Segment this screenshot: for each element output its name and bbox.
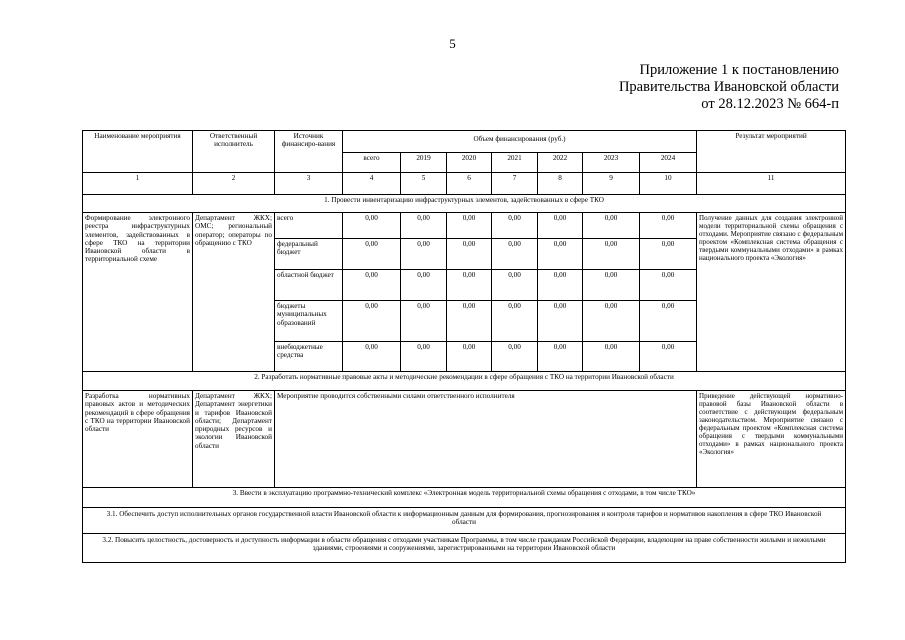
column-number: 4 [343,173,401,195]
funding-value: 0,00 [401,213,447,239]
header-executor: Ответственный исполнитель [193,131,275,173]
funding-source: федеральный бюджет [275,239,343,270]
section-2-name: Разработка нормативных правовых актов и методических рекомендаций в сфере обращения с ТКО на территории Ивановской области [83,391,193,488]
header-name: Наименование мероприятия [83,131,193,173]
column-number: 3 [275,173,343,195]
funding-value: 0,00 [401,301,447,342]
funding-value: 0,00 [640,270,697,301]
funding-value: 0,00 [401,342,447,372]
funding-value: 0,00 [447,239,492,270]
section-2-note: Мероприятие проводится собственными силами ответственного исполнителя [275,391,697,488]
column-number: 9 [583,173,640,195]
column-number: 6 [447,173,492,195]
section-1-name: Формирование электронного реестра инфраструктурных элементов, задействованных в сфере ТКО на территории Ивановской области в территориальной схеме [83,213,193,372]
section-3-title: 3. Ввести в эксплуатацию программно-технический комплекс «Электронная модель территориальной схемы обращения с отходами, в том числе ТКО» [83,488,846,508]
header-result: Результат мероприятий [697,131,846,173]
header-year: 2022 [538,153,583,173]
column-number: 11 [697,173,846,195]
funding-value: 0,00 [538,213,583,239]
header-source: Источник финансиро-вания [275,131,343,173]
header-total: всего [343,153,401,173]
section-1-title: 1. Провести инвентаризацию инфраструктурных элементов, задействованных в сфере ТКО [83,195,846,213]
funding-source: всего [275,213,343,239]
section-2-title: 2. Разработать нормативные правовые акты и методические рекомендации в сфере обращения с ТКО на территории Ивановской области [83,372,846,391]
funding-value: 0,00 [447,213,492,239]
header-year: 2019 [401,153,447,173]
appendix-line-3: от 28.12.2023 № 664-п [701,96,839,112]
funding-value: 0,00 [538,301,583,342]
funding-value: 0,00 [538,270,583,301]
funding-value: 0,00 [538,239,583,270]
funding-value: 0,00 [583,301,640,342]
funding-value: 0,00 [343,301,401,342]
funding-value: 0,00 [583,342,640,372]
header-year: 2020 [447,153,492,173]
section-2-executor: Департамент ЖКХ; Департамент энергетики и тарифов Ивановской области; Департамент природных ресурсов и экологии Ивановской области [193,391,275,488]
column-number: 7 [492,173,538,195]
header-year: 2021 [492,153,538,173]
column-number: 10 [640,173,697,195]
funding-source: бюджеты муниципальных образований [275,301,343,342]
measures-table [82,130,846,563]
page-number: 5 [449,36,456,51]
funding-value: 0,00 [343,270,401,301]
header-year: 2023 [583,153,640,173]
funding-value: 0,00 [447,342,492,372]
section-3-2: 3.2. Повысить целостность, достоверность и доступность информации в области обращения с отходами участникам Программы, в том числе гражданам Российской Федерации, владеющим на праве собственности жилыми и нежилыми зданиями, строениями и сооружениями, зарегистрированными на территории Ивановской области [83,534,846,563]
appendix-line-2: Правительства Ивановской области [618,79,839,95]
column-number: 5 [401,173,447,195]
funding-value: 0,00 [447,270,492,301]
funding-value: 0,00 [640,342,697,372]
funding-value: 0,00 [492,301,538,342]
funding-value: 0,00 [492,270,538,301]
funding-value: 0,00 [492,342,538,372]
section-1-result: Получение данных для создания электронной модели территориальной схемы обращения с отходами. Мероприятие связано с федеральным проектом «Комплексная система обращения с твердыми коммунальными отходами» в рамках национального проекта «Экология» [697,213,846,372]
funding-value: 0,00 [583,270,640,301]
column-number: 8 [538,173,583,195]
appendix-line-1: Приложение 1 к постановлению [639,62,839,78]
section-3-1: 3.1. Обеспечить доступ исполнительных органов государственной власти Ивановской области к информационным данным для формирования, прогнозирования и контроля тарифов и нормативов накопления в сфере ТКО Ивановской области [83,508,846,534]
funding-value: 0,00 [401,270,447,301]
funding-value: 0,00 [343,213,401,239]
funding-value: 0,00 [640,213,697,239]
funding-value: 0,00 [492,213,538,239]
column-number: 2 [193,173,275,195]
funding-value: 0,00 [538,342,583,372]
funding-source: внебюджетные средства [275,342,343,372]
funding-source: областной бюджет [275,270,343,301]
funding-value: 0,00 [343,239,401,270]
appendix-header [619,62,839,113]
funding-value: 0,00 [343,342,401,372]
funding-value: 0,00 [447,301,492,342]
funding-value: 0,00 [640,301,697,342]
funding-value: 0,00 [640,239,697,270]
funding-value: 0,00 [583,239,640,270]
section-1-executor: Департамент ЖКХ; ОМС; региональный оператор; операторы по обращению с ТКО [193,213,275,372]
section-2-result: Приведение действующей нормативно-правовой базы Ивановской области в соответствие с действующим федеральным законодательством. Мероприятие связано с федеральным проектом «Комплексная система обращения с твердыми коммунальными отходами» в рамках национального проекта «Экология» [697,391,846,488]
funding-value: 0,00 [583,213,640,239]
header-year: 2024 [640,153,697,173]
column-number: 1 [83,173,193,195]
funding-value: 0,00 [492,239,538,270]
header-funding: Объем финансирования (руб.) [343,131,697,153]
funding-value: 0,00 [401,239,447,270]
